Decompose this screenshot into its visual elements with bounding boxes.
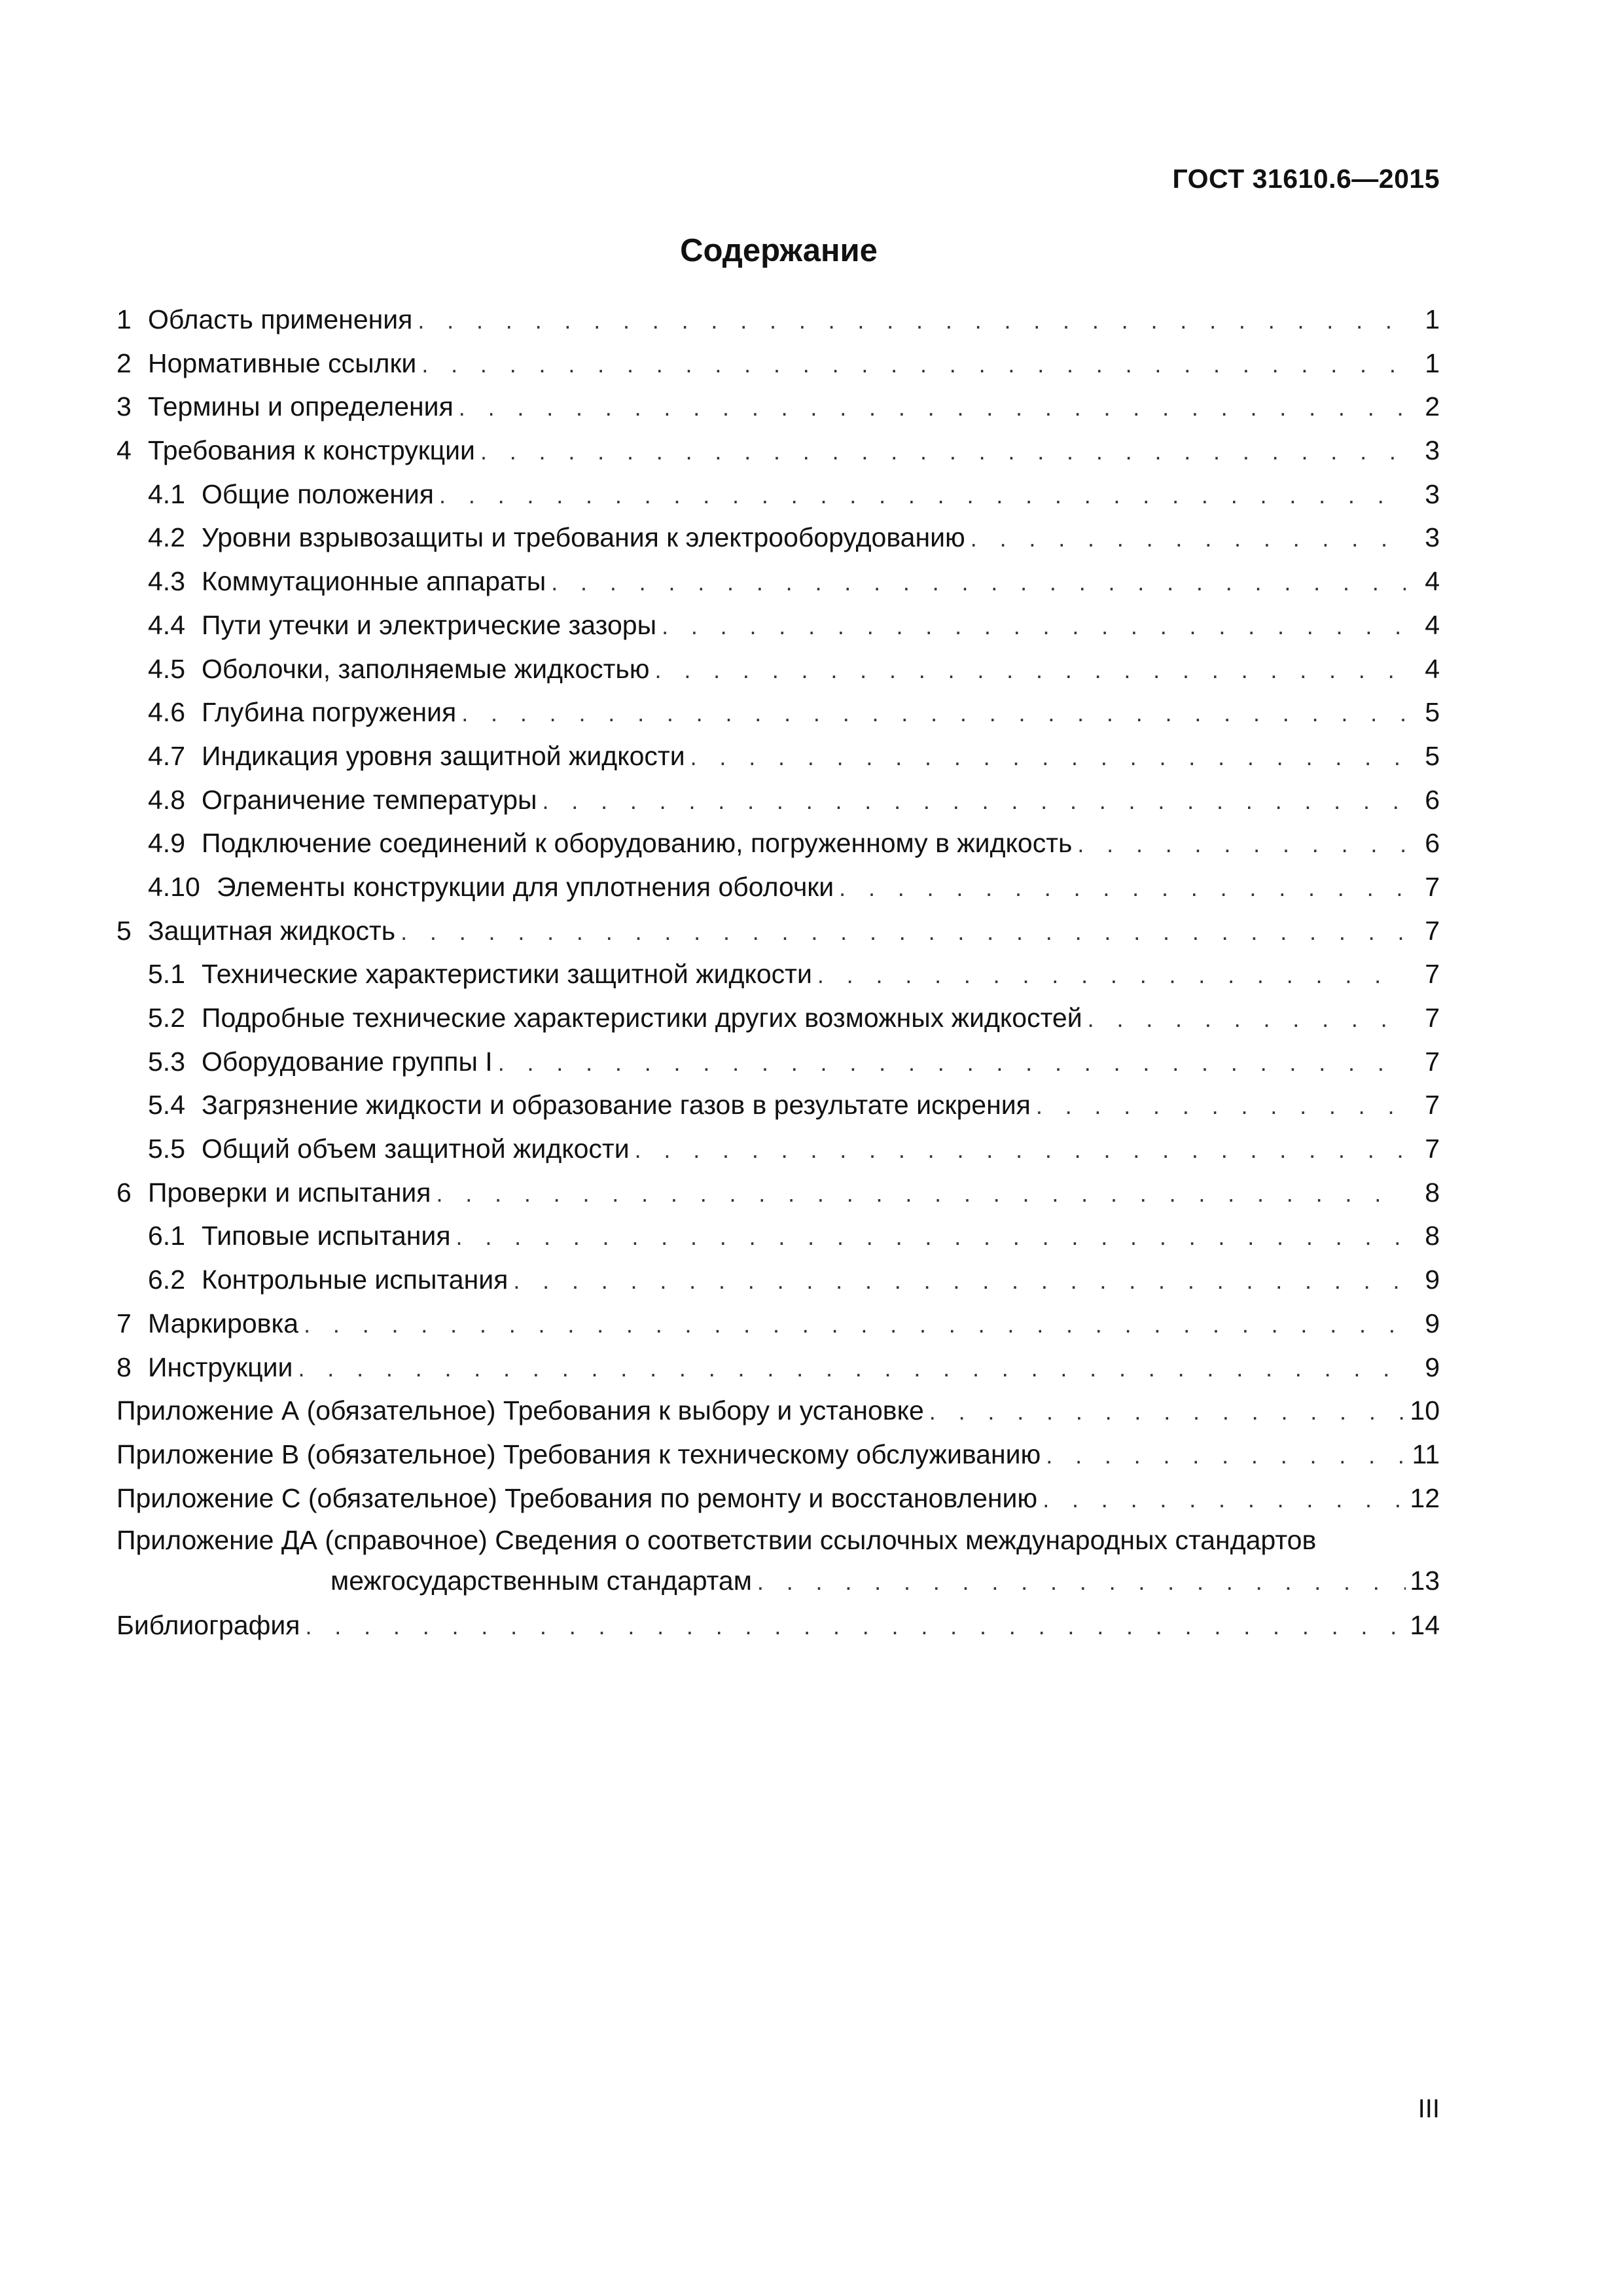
toc-title: Содержание bbox=[680, 233, 878, 268]
toc-entry-title: Технические характеристики защитной жидкости bbox=[202, 959, 812, 990]
toc-entry-page: 2 bbox=[1425, 391, 1440, 422]
toc-entry-page: 7 bbox=[1425, 959, 1440, 990]
toc-dot-leader bbox=[456, 1215, 1406, 1259]
toc-entry-title: Проверки и испытания bbox=[148, 1177, 431, 1208]
toc-entry-page: 4 bbox=[1425, 609, 1440, 640]
toc-entry-page: 7 bbox=[1425, 871, 1440, 902]
toc-entry[interactable] bbox=[116, 909, 1440, 953]
toc-entry[interactable] bbox=[116, 647, 1440, 691]
toc-entry-page: 3 bbox=[1425, 478, 1440, 509]
toc-dot-leader bbox=[757, 1562, 1406, 1602]
toc-dot-leader bbox=[1046, 1434, 1406, 1478]
toc-entry-title: Ограничение температуры bbox=[202, 784, 537, 815]
toc-entry-title: Библиография bbox=[116, 1610, 300, 1641]
toc-entry-page: 11 bbox=[1412, 1439, 1440, 1469]
toc-entry-title: Общие положения bbox=[202, 478, 435, 509]
toc-dot-leader bbox=[401, 910, 1406, 954]
toc-entry-title: Контрольные испытания bbox=[202, 1265, 508, 1295]
toc-entry[interactable] bbox=[116, 821, 1440, 865]
toc-entry[interactable] bbox=[116, 385, 1440, 429]
toc-entry-title: Уровни взрывозащиты и требования к электрооборудованию bbox=[202, 522, 965, 553]
toc-entry-page: 9 bbox=[1425, 1265, 1440, 1295]
toc-entry-page: 1 bbox=[1425, 304, 1440, 334]
toc-entry-continuation bbox=[116, 1560, 1440, 1604]
toc-entry-page: 1 bbox=[1425, 348, 1440, 378]
toc-dot-leader bbox=[421, 343, 1406, 387]
toc-dot-leader bbox=[305, 1605, 1406, 1649]
toc-entry-page: 7 bbox=[1425, 915, 1440, 946]
toc-entry[interactable] bbox=[116, 1171, 1440, 1215]
toc-entry-page: 6 bbox=[1425, 828, 1440, 859]
toc-entry-number: 5.4 bbox=[148, 1090, 185, 1121]
toc-entry-number: 4.8 bbox=[148, 784, 185, 815]
toc-entry[interactable] bbox=[116, 952, 1440, 996]
toc-entry-title: Область применения bbox=[148, 304, 413, 334]
toc-entry-number: 4.9 bbox=[148, 828, 185, 859]
toc-dot-leader bbox=[817, 954, 1406, 997]
toc-entry-number: 2 bbox=[116, 348, 132, 378]
toc-entry-title-line2: межгосударственным стандартам bbox=[330, 1566, 752, 1596]
toc-dot-leader bbox=[1088, 997, 1406, 1041]
toc-entry[interactable] bbox=[116, 1258, 1440, 1302]
toc-entry-number: 4.3 bbox=[148, 566, 185, 597]
toc-dot-leader bbox=[1036, 1085, 1406, 1128]
toc-entry-number: 5.5 bbox=[148, 1134, 185, 1164]
toc-entry-page: 4 bbox=[1425, 566, 1440, 597]
toc-dot-leader bbox=[439, 474, 1406, 518]
toc-entry-number: 4.2 bbox=[148, 522, 185, 553]
toc-entry[interactable] bbox=[116, 1083, 1440, 1127]
toc-entry-number: 5.3 bbox=[148, 1046, 185, 1077]
toc-entry-page: 7 bbox=[1425, 1134, 1440, 1164]
toc-entry-number: 3 bbox=[116, 391, 132, 422]
toc-dot-leader bbox=[551, 561, 1406, 605]
toc-entry-title: Термины и определения bbox=[148, 391, 454, 422]
toc-entry-number: 4.10 bbox=[148, 871, 200, 902]
toc-entry-number: 5.1 bbox=[148, 959, 185, 990]
toc-entry-title: Глубина погружения bbox=[202, 697, 457, 728]
toc-dot-leader bbox=[498, 1041, 1406, 1085]
toc-entry[interactable] bbox=[116, 429, 1440, 473]
toc-entry[interactable] bbox=[116, 1346, 1440, 1390]
toc-entry-title: Оборудование группы I bbox=[202, 1046, 493, 1077]
toc-entry-number: 6 bbox=[116, 1177, 132, 1208]
toc-dot-leader bbox=[480, 430, 1406, 474]
toc-entry-title: Загрязнение жидкости и образование газов в результате искрения bbox=[202, 1090, 1031, 1121]
toc-entry-number: 1 bbox=[116, 304, 132, 334]
toc-entry-page: 13 bbox=[1410, 1566, 1440, 1596]
toc-entry-page: 7 bbox=[1425, 1090, 1440, 1121]
toc-entry-appendix[interactable] bbox=[116, 1389, 1440, 1433]
toc-entry-title: Элементы конструкции для уплотнения оболочки bbox=[217, 871, 834, 902]
toc-dot-leader bbox=[461, 692, 1406, 736]
toc-entry-page: 9 bbox=[1425, 1308, 1440, 1338]
toc-entry-title: Подробные технические характеристики других возможных жидкостей bbox=[202, 1003, 1082, 1033]
toc-entry[interactable] bbox=[116, 865, 1440, 909]
toc-entry[interactable] bbox=[116, 691, 1440, 734]
toc-dot-leader bbox=[513, 1259, 1406, 1303]
page-number: III bbox=[1418, 2094, 1440, 2123]
toc-entry-page: 9 bbox=[1425, 1352, 1440, 1382]
toc-entry-page: 10 bbox=[1410, 1395, 1440, 1426]
toc-entry-title: Инструкции bbox=[148, 1352, 293, 1382]
toc-dot-leader bbox=[298, 1347, 1406, 1391]
toc-entry-appendix[interactable] bbox=[116, 1520, 1440, 1604]
toc-entry-page: 6 bbox=[1425, 784, 1440, 815]
toc-entry[interactable] bbox=[116, 1127, 1440, 1171]
toc-entry-page: 4 bbox=[1425, 653, 1440, 684]
toc-dot-leader bbox=[929, 1390, 1406, 1434]
toc-entry-number: 4.6 bbox=[148, 697, 185, 728]
toc-entry-title: Приложение В (обязательное) Требования к техническому обслуживанию bbox=[116, 1439, 1041, 1469]
toc-entry-title: Требования к конструкции bbox=[148, 435, 475, 466]
toc-entry-number: 4.7 bbox=[148, 740, 185, 771]
toc-entry-title: Защитная жидкость bbox=[148, 915, 396, 946]
toc-dot-leader bbox=[436, 1172, 1406, 1216]
toc-entry-number: 5.2 bbox=[148, 1003, 185, 1033]
toc-entry[interactable] bbox=[116, 1040, 1440, 1084]
toc-entry-number: 7 bbox=[116, 1308, 132, 1338]
toc-dot-leader bbox=[459, 386, 1406, 430]
toc-entry-title: Приложение А (обязательное) Требования к выбору и установке bbox=[116, 1395, 924, 1426]
toc-entry-number: 6.1 bbox=[148, 1221, 185, 1251]
toc-dot-leader bbox=[635, 1128, 1406, 1172]
toc-entry[interactable] bbox=[116, 298, 1440, 342]
toc-entry-title: Общий объем защитной жидкости bbox=[202, 1134, 630, 1164]
toc-entry[interactable] bbox=[116, 560, 1440, 603]
toc-dot-leader bbox=[971, 517, 1406, 561]
toc-entry-title: Индикация уровня защитной жидкости bbox=[202, 740, 685, 771]
toc-entry-number: 4.4 bbox=[148, 609, 185, 640]
toc-entry-title: Типовые испытания bbox=[202, 1221, 451, 1251]
toc-entry-number: 5 bbox=[116, 915, 132, 946]
toc-entry-page: 3 bbox=[1425, 435, 1440, 466]
toc-entry-page: 8 bbox=[1425, 1221, 1440, 1251]
toc-dot-leader bbox=[304, 1303, 1406, 1347]
toc-entry-appendix[interactable] bbox=[116, 1477, 1440, 1520]
toc-entry[interactable] bbox=[116, 1302, 1440, 1346]
toc-entry[interactable] bbox=[116, 603, 1440, 647]
toc-entry[interactable] bbox=[116, 473, 1440, 516]
toc-entry[interactable] bbox=[116, 996, 1440, 1040]
toc-dot-leader bbox=[418, 299, 1406, 343]
toc-entry-page: 7 bbox=[1425, 1046, 1440, 1077]
toc-dot-leader bbox=[1043, 1478, 1406, 1522]
toc-entry-title: Приложение ДА (справочное) Сведения о соответствии ссылочных международных стандартов bbox=[116, 1525, 1317, 1556]
toc-entry-appendix[interactable] bbox=[116, 1433, 1440, 1477]
table-of-contents bbox=[116, 298, 1440, 1647]
toc-entry-title: Оболочки, заполняемые жидкостью bbox=[202, 653, 650, 684]
toc-entry-title: Подключение соединений к оборудованию, погруженному в жидкость bbox=[202, 828, 1073, 859]
toc-entry[interactable] bbox=[116, 342, 1440, 386]
toc-entry[interactable] bbox=[116, 1214, 1440, 1258]
toc-entry[interactable] bbox=[116, 734, 1440, 778]
document-code: ГОСТ 31610.6—2015 bbox=[1172, 164, 1440, 194]
toc-dot-leader bbox=[839, 867, 1406, 910]
toc-entry-number: 4.5 bbox=[148, 653, 185, 684]
toc-entry-number: 4.1 bbox=[148, 478, 185, 509]
toc-entry-number: 6.2 bbox=[148, 1265, 185, 1295]
toc-entry-page: 14 bbox=[1410, 1610, 1440, 1641]
toc-entry-page: 7 bbox=[1425, 1003, 1440, 1033]
toc-entry-title: Нормативные ссылки bbox=[148, 348, 417, 378]
toc-entry-title: Пути утечки и электрические зазоры bbox=[202, 609, 657, 640]
toc-entry-page: 8 bbox=[1425, 1177, 1440, 1208]
toc-entry-page: 5 bbox=[1425, 740, 1440, 771]
toc-entry-page: 5 bbox=[1425, 697, 1440, 728]
toc-dot-leader bbox=[662, 605, 1406, 649]
toc-dot-leader bbox=[655, 649, 1406, 692]
toc-dot-leader bbox=[1077, 823, 1406, 867]
toc-dot-leader bbox=[542, 780, 1406, 823]
toc-entry-title: Коммутационные аппараты bbox=[202, 566, 546, 597]
toc-entry[interactable] bbox=[116, 778, 1440, 822]
toc-entry[interactable] bbox=[116, 516, 1440, 560]
toc-entry-number: 8 bbox=[116, 1352, 132, 1382]
toc-dot-leader bbox=[690, 736, 1406, 780]
toc-entry-page: 12 bbox=[1410, 1482, 1440, 1513]
toc-entry-title: Маркировка bbox=[148, 1308, 299, 1338]
toc-entry-page: 3 bbox=[1425, 522, 1440, 553]
toc-entry-title: Приложение С (обязательное) Требования по ремонту и восстановлению bbox=[116, 1482, 1038, 1513]
toc-entry-bibliography[interactable] bbox=[116, 1604, 1440, 1647]
toc-entry-number: 4 bbox=[116, 435, 132, 466]
